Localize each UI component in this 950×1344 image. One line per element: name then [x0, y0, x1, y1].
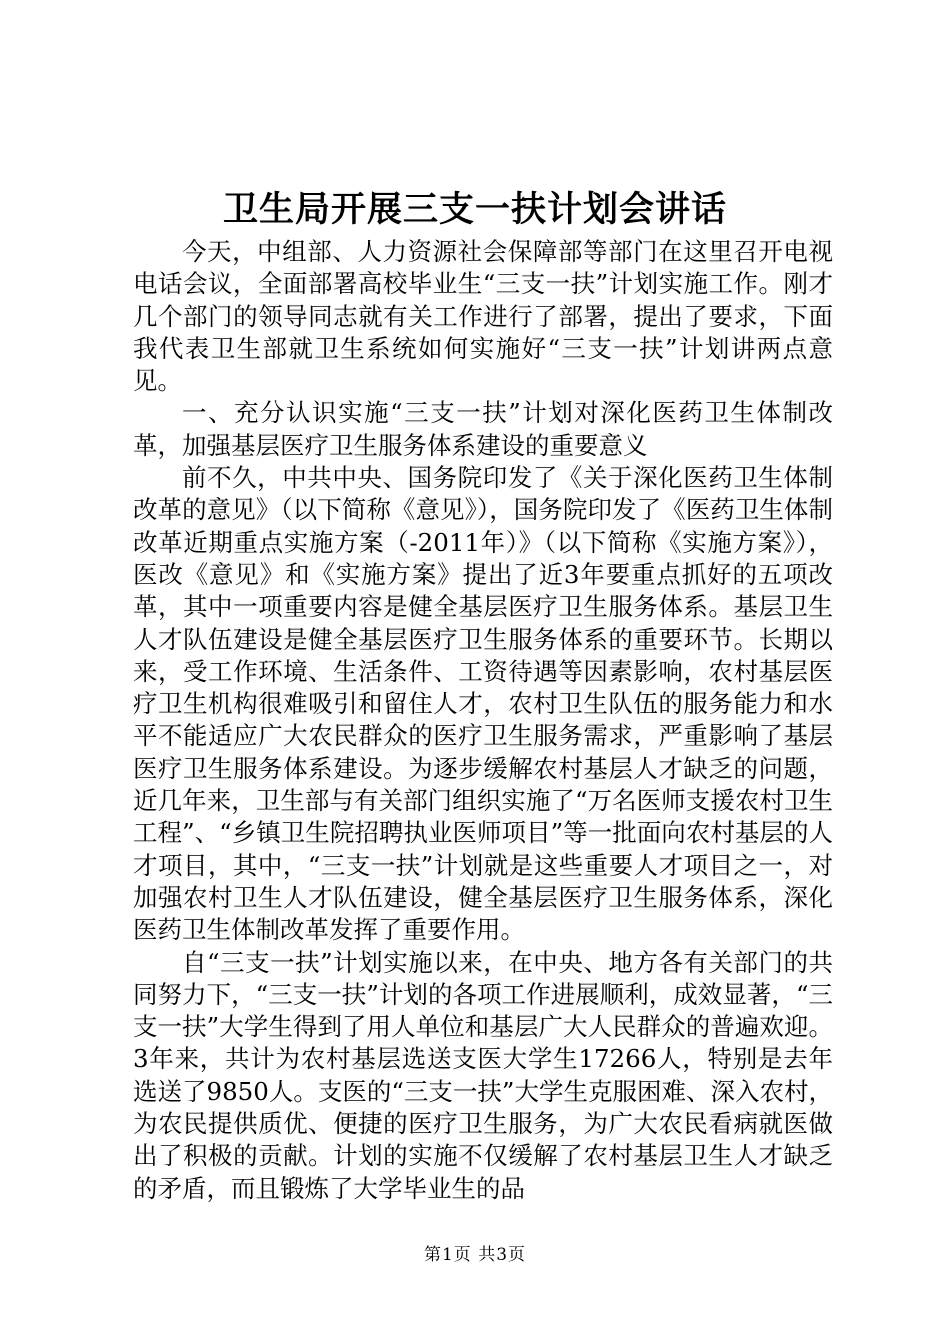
paragraph-reform-background: 前不久，中共中央、国务院印发了《关于深化医药卫生体制改革的意见》（以下简称《意见》），国务院印发了《医药卫生体制改革近期重点实施方案（-2011年）》（以下简称《实施方案》），医改《意见》和《实施方案》提出了近3年要重点抓好的五项改革，其中一项重要内容是健全基层医疗卫生服务体系。基层卫生人才队伍建设是健全基层医疗卫生服务体系的重要环节。长期以来，受工作环境、生活条件、工资待遇等因素影响，农村基层医疗卫生机构很难吸引和留住人才，农村卫生队伍的服务能力和水平不能适应广大农民群众的医疗卫生服务需求，严重影响了基层医疗卫生服务体系建设。为逐步缓解农村基层人才缺乏的问题，近几年来，卫生部与有关部门组织实施了“万名医师支援农村卫生工程”、“乡镇卫生院招聘执业医师项目”等一批面向农村基层的人才项目，其中，“三支一扶”计划就是这些重要人才项目之一，对加强农村卫生人才队伍建设，健全基层医疗卫生服务体系，深化医药卫生体制改革发挥了重要作用。	[133, 463, 833, 945]
paragraph-intro: 今天，中组部、人力资源社会保障部等部门在这里召开电视电话会议，全面部署高校毕业生“三支一扶”计划实施工作。刚才几个部门的领导同志就有关工作进行了部署，提出了要求，下面我代表卫生部就卫生系统如何实施好“三支一扶”计划讲两点意见。	[133, 237, 833, 396]
paragraph-achievements: 自“三支一扶”计划实施以来，在中央、地方各有关部门的共同努力下，“三支一扶”计划的各项工作进展顺利，成效显著，“三支一扶”大学生得到了用人单位和基层广大人民群众的普遍欢迎。3年来，共计为农村基层选送支医大学生17266人，特别是去年选送了9850人。支医的“三支一扶”大学生克服困难、深入农村，为农民提供质优、便捷的医疗卫生服务，为广大农民看病就医做出了积极的贡献。计划的实施不仅缓解了农村基层卫生人才缺乏的矛盾，而且锻炼了大学毕业生的品	[133, 947, 833, 1203]
document-body	[133, 236, 833, 1205]
document-title: 卫生局开展三支一扶计划会讲话	[222, 189, 727, 230]
paragraph-section-heading: 一、充分认识实施“三支一扶”计划对深化医药卫生体制改革，加强基层医疗卫生服务体系建设的重要意义	[133, 398, 833, 460]
page-number-footer: 第1页 共3页	[423, 1245, 527, 1265]
